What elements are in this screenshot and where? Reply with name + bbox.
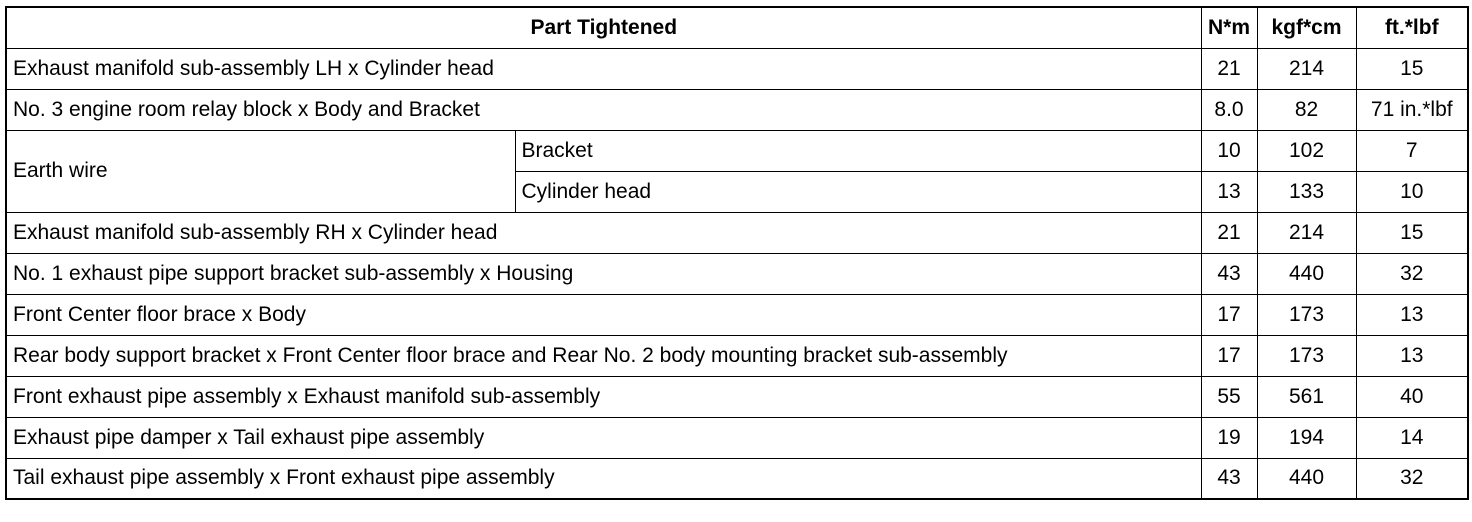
nm-cell: 17 (1201, 294, 1257, 335)
table-row (6, 376, 1468, 417)
kgf-cell: 561 (1257, 376, 1356, 417)
part-cell: Exhaust pipe damper x Tail exhaust pipe assembly (6, 417, 1201, 458)
kgf-cell: 173 (1257, 294, 1356, 335)
torque-spec-table (5, 6, 1469, 500)
table-row (6, 89, 1468, 130)
ft-cell: 15 (1356, 48, 1468, 89)
kgf-cell: 214 (1257, 212, 1356, 253)
table-row (6, 212, 1468, 253)
nm-cell: 55 (1201, 376, 1257, 417)
part-cell: No. 3 engine room relay block x Body and Bracket (6, 89, 1201, 130)
part-cell: Exhaust manifold sub-assembly RH x Cylinder head (6, 212, 1201, 253)
kgf-cell: 194 (1257, 417, 1356, 458)
nm-cell: 10 (1201, 130, 1257, 171)
nm-cell: 43 (1201, 253, 1257, 294)
table-row (6, 48, 1468, 89)
header-part-tightened: Part Tightened (6, 7, 1201, 48)
nm-cell: 13 (1201, 171, 1257, 212)
sub-part-cell: Cylinder head (515, 171, 1201, 212)
kgf-cell: 440 (1257, 253, 1356, 294)
kgf-cell: 440 (1257, 458, 1356, 499)
table-row (6, 130, 1468, 171)
part-cell: Front Center floor brace x Body (6, 294, 1201, 335)
kgf-cell: 133 (1257, 171, 1356, 212)
part-cell: Exhaust manifold sub-assembly LH x Cylinder head (6, 48, 1201, 89)
sub-part-cell: Bracket (515, 130, 1201, 171)
part-cell: No. 1 exhaust pipe support bracket sub-assembly x Housing (6, 253, 1201, 294)
ft-cell: 10 (1356, 171, 1468, 212)
table-row (6, 253, 1468, 294)
ft-cell: 32 (1356, 253, 1468, 294)
nm-cell: 17 (1201, 335, 1257, 376)
ft-cell: 40 (1356, 376, 1468, 417)
nm-cell: 43 (1201, 458, 1257, 499)
part-cell: Rear body support bracket x Front Center floor brace and Rear No. 2 body mounting bracket sub-assembly (6, 335, 1201, 376)
ft-cell: 32 (1356, 458, 1468, 499)
ft-cell: 13 (1356, 294, 1468, 335)
nm-cell: 19 (1201, 417, 1257, 458)
header-row (6, 7, 1468, 48)
table-row (6, 294, 1468, 335)
ft-cell: 15 (1356, 212, 1468, 253)
kgf-cell: 82 (1257, 89, 1356, 130)
part-cell: Tail exhaust pipe assembly x Front exhaust pipe assembly (6, 458, 1201, 499)
ft-cell: 71 in.*lbf (1356, 89, 1468, 130)
kgf-cell: 102 (1257, 130, 1356, 171)
table-row (6, 417, 1468, 458)
kgf-cell: 173 (1257, 335, 1356, 376)
table-row (6, 458, 1468, 499)
nm-cell: 21 (1201, 212, 1257, 253)
part-cell: Front exhaust pipe assembly x Exhaust manifold sub-assembly (6, 376, 1201, 417)
header-ft-lbf: ft.*lbf (1356, 7, 1468, 48)
part-cell: Earth wire (6, 130, 515, 212)
table-row (6, 335, 1468, 376)
header-kgf-cm: kgf*cm (1257, 7, 1356, 48)
ft-cell: 14 (1356, 417, 1468, 458)
kgf-cell: 214 (1257, 48, 1356, 89)
nm-cell: 21 (1201, 48, 1257, 89)
header-nm: N*m (1201, 7, 1257, 48)
nm-cell: 8.0 (1201, 89, 1257, 130)
ft-cell: 13 (1356, 335, 1468, 376)
ft-cell: 7 (1356, 130, 1468, 171)
